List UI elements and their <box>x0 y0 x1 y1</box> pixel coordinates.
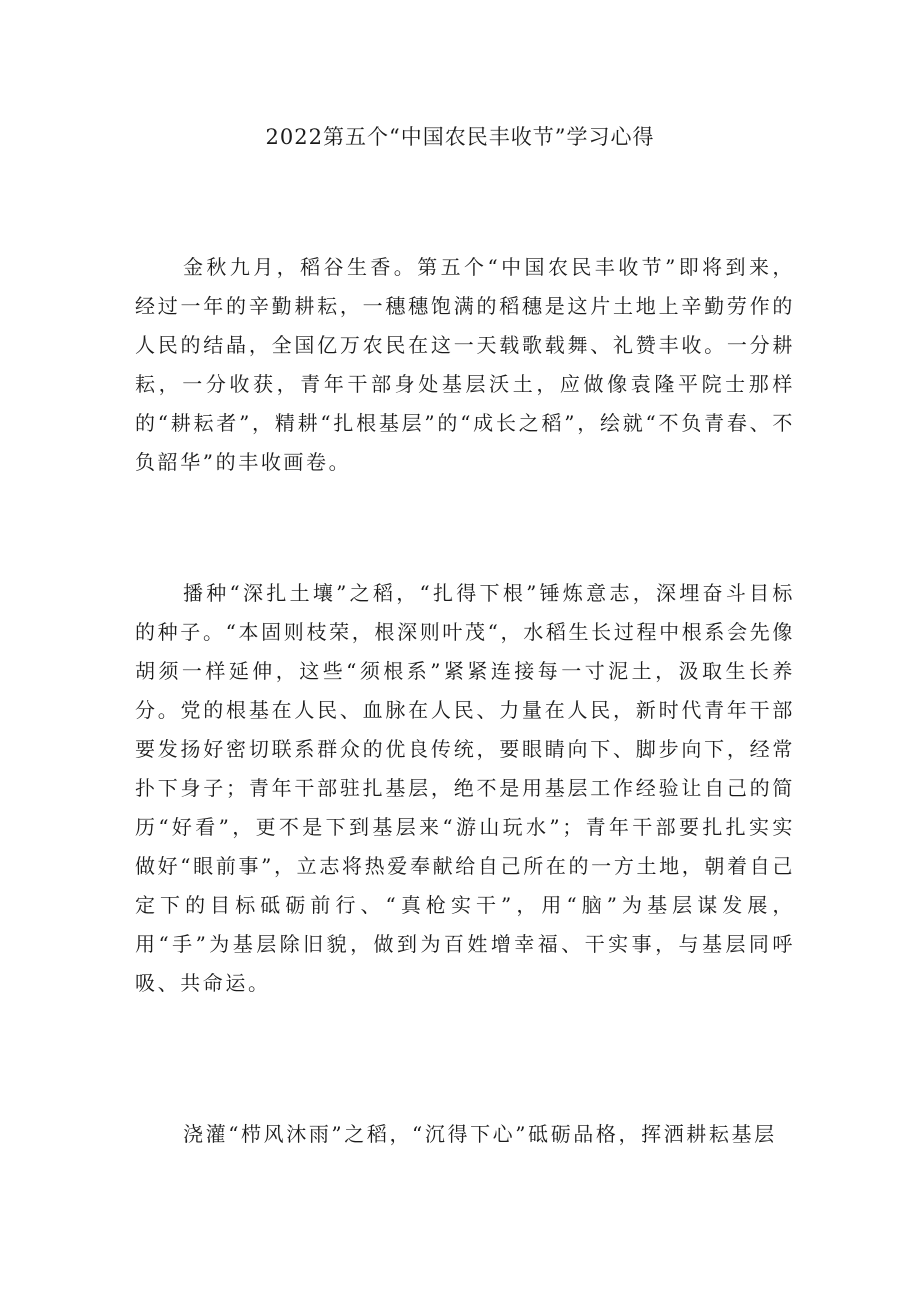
document-title: 2022第五个“中国农民丰收节”学习心得 <box>265 125 655 149</box>
paragraph-1: 金秋九月，稻谷生香。第五个“中国农民丰收节”即将到来，经过一年的辛勤耕耘，一穗穗饱满的稻穗是这片土地上辛勤劳作的人民的结晶，全国亿万农民在这一天载歌载舞、礼赞丰收。一分耕耘，一分收获，青年干部身处基层沃土，应做像袁隆平院士那样的“耕耘者”，精耕“扎根基层”的“成长之稻”，绘就“不负青春、不负韶华”的丰收画卷。 <box>135 255 795 474</box>
paragraph-3: 浇灌“栉风沐雨”之稻，“沉得下心”砥砺品格，挥洒耕耘基层 <box>183 1122 777 1146</box>
paragraph-2: 播种“深扎土壤”之稻，“扎得下根”锤炼意志，深埋奋斗目标的种子。“本固则枝荣，根深则叶茂“，水稻生长过程中根系会先像胡须一样延伸，这些“须根系”紧紧连接每一寸泥土，汲取生长养分。党的根基在人民、血脉在人民、力量在人民，新时代青年干部要发扬好密切联系群众的优良传统，要眼睛向下、脚步向下，经常扑下身子；青年干部驻扎基层，绝不是用基层工作经验让自己的简历“好看”，更不是下到基层来“游山玩水”；青年干部要扎扎实实做好“眼前事”，立志将热爱奉献给自己所在的一方土地，朝着自己定下的目标砥砺前行、“真枪实干”，用“脑”为基层谋发展，用“手”为基层除旧貌，做到为百姓增幸福、干实事，与基层同呼吸、共命运。 <box>135 581 795 995</box>
